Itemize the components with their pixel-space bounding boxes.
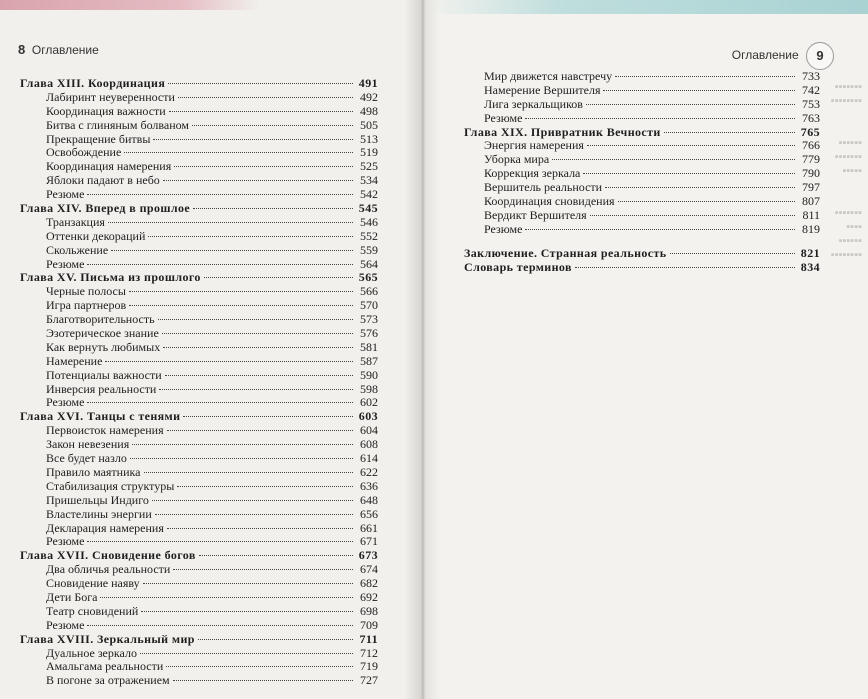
toc-section-entry: [20, 563, 378, 577]
toc-entry-page: 719: [360, 659, 378, 674]
toc-section-entry: [20, 535, 378, 549]
toc-entry-page: 542: [360, 187, 378, 202]
toc-chapter-entry: [20, 77, 378, 91]
toc-entry-title: Глава XVI. Танцы с тенями: [20, 409, 181, 424]
toc-chapter-entry: [20, 271, 378, 285]
toc-entry-page: 576: [360, 326, 378, 341]
toc-section-entry: [20, 424, 378, 438]
toc-entry-title: Властелины энергии: [46, 506, 152, 521]
toc-entry-title: Яблоки падают в небо: [46, 173, 160, 188]
toc-entry-title: Амальгама реальности: [46, 659, 164, 674]
toc-entry-title: Дети Бога: [46, 589, 98, 604]
dot-leader: [152, 500, 353, 501]
toc-entry-page: 819: [802, 221, 820, 236]
dot-leader: [124, 152, 353, 153]
toc-entry-title: Мир движется навстречу: [484, 69, 613, 83]
toc-section-entry: [20, 674, 378, 688]
toc-entry-title: Резюме: [46, 187, 85, 202]
toc-section-entry: [20, 244, 378, 258]
toc-section-entry: [20, 494, 378, 508]
toc-entry-title: Координация важности: [46, 103, 166, 118]
toc-entry-page: 709: [360, 617, 378, 632]
toc-entry-title: Резюме: [46, 395, 85, 410]
dot-leader: [153, 139, 353, 140]
toc-entry-title: Заключение. Странная реальность: [464, 245, 667, 260]
toc-section-entry: [20, 105, 378, 119]
toc-entry-title: Лига зеркальщиков: [484, 96, 583, 111]
toc-entry-title: Инверсия реальности: [46, 381, 157, 396]
toc-entry-page: 498: [360, 103, 378, 118]
toc-entry-title: Резюме: [46, 534, 85, 549]
toc-entry-title: Глава XIII. Координация: [20, 76, 166, 90]
toc-section-entry: [20, 188, 378, 202]
toc-section-entry: [20, 174, 378, 188]
toc-entry-page: 513: [360, 131, 378, 146]
dot-leader: [155, 514, 353, 515]
bleed-through-text: ▪▪▪▪▪▪▪ ▪▪▪▪▪▪▪▪ ▪▪▪▪▪▪ ▪▪▪▪▪▪▪ ▪▪▪▪▪ ▪▪▪▪▪▪▪ ▪▪▪▪ ▪▪▪▪▪▪ ▪▪▪▪▪▪▪▪: [830, 81, 862, 261]
toc-entry-title: Намерение: [46, 353, 103, 368]
dot-leader: [108, 222, 353, 223]
right-page-number: 9: [816, 48, 824, 63]
dot-leader: [174, 166, 353, 167]
toc-chapter-entry: [464, 261, 820, 275]
dot-leader: [192, 125, 353, 126]
toc-entry-title: Скольжение: [46, 242, 109, 257]
toc-entry-page: 673: [358, 548, 378, 563]
toc-entry-title: Черные полосы: [46, 284, 126, 299]
toc-section-entry: [20, 466, 378, 480]
toc-entry-title: Театр сновидений: [46, 603, 139, 618]
toc-entry-page: 581: [360, 339, 378, 354]
toc-entry-page: 565: [358, 270, 378, 285]
toc-entry-title: Лабиринт неуверенности: [46, 89, 175, 104]
toc-section-entry: [20, 216, 378, 230]
toc-section-entry: [20, 508, 378, 522]
toc-entry-title: Вердикт Вершителя: [484, 207, 587, 222]
dot-leader: [140, 653, 353, 654]
toc-entry-title: Глава XIV. Вперед в прошлое: [20, 201, 191, 216]
toc-entry-page: 698: [360, 603, 378, 618]
page-number-circle-icon: [806, 42, 834, 70]
toc-entry-page: 614: [360, 451, 378, 466]
toc-entry-page: 546: [360, 214, 378, 229]
toc-section-entry: [20, 285, 378, 299]
toc-entry-page: 566: [360, 284, 378, 299]
toc-entry-page: 505: [360, 117, 378, 132]
dot-leader: [183, 416, 353, 417]
toc-entry-title: Первоисток намерения: [46, 423, 164, 438]
dot-leader: [575, 267, 795, 268]
left-toc-list: [20, 77, 378, 688]
toc-entry-page: 779: [802, 152, 820, 167]
toc-entry-title: Транзакция: [46, 214, 105, 229]
toc-entry-page: 727: [360, 673, 378, 688]
toc-section-entry: [20, 327, 378, 341]
toc-entry-page: 564: [360, 256, 378, 271]
toc-entry-page: 559: [360, 242, 378, 257]
toc-section-entry: [20, 313, 378, 327]
toc-entry-page: 519: [360, 145, 378, 160]
toc-chapter-entry: [20, 549, 378, 563]
dot-leader: [130, 458, 353, 459]
dot-leader: [178, 97, 353, 98]
dot-leader: [165, 375, 353, 376]
dot-leader: [129, 305, 353, 306]
toc-entry-title: Глава XV. Письма из прошлого: [20, 270, 201, 285]
toc-entry-title: Освобождение: [46, 145, 122, 160]
toc-entry-page: 570: [360, 298, 378, 313]
dot-leader: [204, 277, 353, 278]
dot-leader: [159, 389, 353, 390]
left-page-number: 8: [18, 42, 26, 57]
dot-leader: [148, 236, 353, 237]
toc-entry-page: 753: [802, 96, 820, 111]
toc-section-entry: [20, 383, 378, 397]
toc-entry-title: Эзотерическое знание: [46, 326, 159, 341]
left-page: [0, 0, 422, 699]
dot-leader: [87, 194, 353, 195]
toc-entry-page: 766: [802, 138, 820, 153]
toc-chapter-entry: [20, 410, 378, 424]
toc-entry-page: 765: [800, 124, 820, 139]
dot-leader: [199, 555, 353, 556]
dot-leader: [173, 569, 353, 570]
toc-entry-page: 674: [360, 562, 378, 577]
toc-entry-page: 763: [802, 110, 820, 125]
toc-entry-title: Резюме: [46, 256, 85, 271]
dot-leader: [87, 402, 353, 403]
toc-section-entry: [20, 522, 378, 536]
toc-entry-title: Уборка мира: [484, 152, 550, 167]
toc-entry-page: 671: [360, 534, 378, 549]
toc-entry-title: Резюме: [484, 110, 523, 125]
toc-section-entry: [20, 258, 378, 272]
toc-entry-title: Глава XVII. Сновидение богов: [20, 548, 196, 563]
toc-entry-title: Глава XIX. Привратник Вечности: [464, 124, 661, 139]
toc-entry-title: Два обличья реальности: [46, 562, 171, 577]
dot-leader: [167, 528, 353, 529]
toc-entry-title: Закон невезения: [46, 437, 130, 452]
dot-leader: [87, 625, 353, 626]
dot-leader: [87, 264, 353, 265]
toc-section-entry: [20, 299, 378, 313]
toc-entry-title: Глава XVIII. Зеркальный мир: [20, 631, 195, 646]
toc-entry-title: Благотворительность: [46, 312, 155, 327]
toc-section-entry: [20, 230, 378, 244]
right-page: [424, 0, 868, 699]
toc-entry-title: Резюме: [484, 221, 523, 236]
toc-entry-title: Все будет назло: [46, 451, 127, 466]
toc-entry-page: 742: [802, 82, 820, 97]
toc-entry-page: 712: [360, 645, 378, 660]
dot-leader: [162, 333, 353, 334]
toc-entry-page: 692: [360, 589, 378, 604]
toc-entry-page: 492: [360, 89, 378, 104]
toc-entry-title: Намерение Вершителя: [484, 82, 601, 97]
toc-section-entry: [20, 133, 378, 147]
toc-entry-title: Битва с глиняным болваном: [46, 117, 190, 132]
toc-entry-title: Вершитель реальности: [484, 180, 603, 195]
toc-entry-page: 811: [802, 207, 820, 222]
dot-leader: [141, 611, 353, 612]
toc-entry-title: Энергия намерения: [484, 138, 584, 153]
toc-entry-title: Резюме: [46, 617, 85, 632]
dot-leader: [169, 111, 353, 112]
toc-section-entry: [20, 605, 378, 619]
dot-leader: [167, 430, 353, 431]
toc-section-entry: [20, 619, 378, 633]
toc-entry-page: 603: [358, 409, 378, 424]
toc-entry-title: Коррекция зеркала: [484, 166, 581, 181]
toc-entry-page: 552: [360, 228, 378, 243]
toc-chapter-entry: [20, 633, 378, 647]
toc-entry-page: 602: [360, 395, 378, 410]
dot-leader: [158, 319, 353, 320]
toc-section-entry: [20, 91, 378, 105]
toc-entry-page: 590: [360, 367, 378, 382]
toc-entry-title: Правило маятника: [46, 464, 141, 479]
toc-section-entry: [20, 341, 378, 355]
toc-entry-page: 661: [360, 520, 378, 535]
toc-entry-page: 834: [800, 259, 820, 274]
toc-section-entry: [20, 119, 378, 133]
toc-section-entry: [20, 480, 378, 494]
toc-section-entry: [20, 355, 378, 369]
dot-leader: [111, 250, 353, 251]
toc-entry-title: Прекращение битвы: [46, 131, 151, 146]
dot-leader: [168, 83, 353, 84]
toc-entry-page: 797: [802, 180, 820, 195]
dot-leader: [132, 444, 353, 445]
toc-entry-title: Оттенки декораций: [46, 228, 146, 243]
toc-entry-title: Игра партнеров: [46, 298, 127, 313]
right-running-title: Оглавление: [731, 48, 799, 63]
toc-entry-page: 711: [359, 631, 378, 646]
toc-entry-page: 790: [802, 166, 820, 181]
dot-leader: [193, 208, 353, 209]
toc-section-entry: [20, 647, 378, 661]
toc-entry-page: 598: [360, 381, 378, 396]
dot-leader: [163, 180, 353, 181]
toc-section-entry: [20, 369, 378, 383]
toc-entry-page: 608: [360, 437, 378, 452]
toc-entry-title: В погоне за отражением: [46, 673, 170, 688]
toc-entry-page: 525: [360, 159, 378, 174]
toc-entry-page: 656: [360, 506, 378, 521]
right-page-top-edge: [428, 0, 868, 14]
toc-entry-title: Координация сновидения: [484, 194, 615, 209]
toc-entry-page: 545: [358, 201, 378, 216]
toc-entry-title: Декларация намерения: [46, 520, 164, 535]
dot-leader: [87, 541, 353, 542]
dot-leader: [177, 486, 353, 487]
toc-section-entry: [20, 146, 378, 160]
toc-section-entry: [20, 577, 378, 591]
toc-entry-page: 622: [360, 464, 378, 479]
dot-leader: [143, 583, 353, 584]
toc-entry-title: Стабилизация структуры: [46, 478, 175, 493]
toc-section-entry: [20, 452, 378, 466]
toc-entry-title: Координация намерения: [46, 159, 172, 174]
toc-entry-page: 604: [360, 423, 378, 438]
toc-entry-page: 648: [360, 492, 378, 507]
toc-section-entry: [20, 438, 378, 452]
dot-leader: [129, 291, 353, 292]
dot-leader: [166, 666, 353, 667]
dot-leader: [100, 597, 353, 598]
toc-entry-title: Пришельцы Индиго: [46, 492, 149, 507]
toc-entry-page: 682: [360, 576, 378, 591]
dot-leader: [163, 347, 353, 348]
toc-entry-page: 573: [360, 312, 378, 327]
left-page-top-edge: [0, 0, 260, 10]
toc-entry-page: 636: [360, 478, 378, 493]
toc-entry-title: Сновидение наяву: [46, 576, 140, 591]
left-running-header: [18, 42, 99, 57]
toc-entry-title: Как вернуть любимых: [46, 339, 161, 354]
toc-entry-page: 821: [800, 245, 820, 260]
toc-section-entry: [20, 591, 378, 605]
dot-leader: [144, 472, 354, 473]
toc-section-entry: [20, 660, 378, 674]
toc-entry-title: Словарь терминов: [464, 259, 572, 274]
dot-leader: [615, 76, 795, 77]
toc-entry-title: Потенциалы важности: [46, 367, 162, 382]
toc-entry-page: 534: [360, 173, 378, 188]
toc-entry-page: 491: [358, 76, 378, 90]
dot-leader: [173, 680, 353, 681]
toc-entry-page: 807: [802, 194, 820, 209]
toc-section-entry: [20, 160, 378, 174]
dot-leader: [198, 639, 353, 640]
toc-entry-page: 733: [802, 69, 820, 83]
dot-leader: [105, 361, 353, 362]
toc-entry-page: 587: [360, 353, 378, 368]
toc-entry-title: Дуальное зеркало: [46, 645, 137, 660]
left-running-title: Оглавление: [31, 43, 99, 57]
toc-chapter-entry: [20, 202, 378, 216]
right-running-header: [732, 42, 834, 70]
toc-section-entry: [20, 396, 378, 410]
